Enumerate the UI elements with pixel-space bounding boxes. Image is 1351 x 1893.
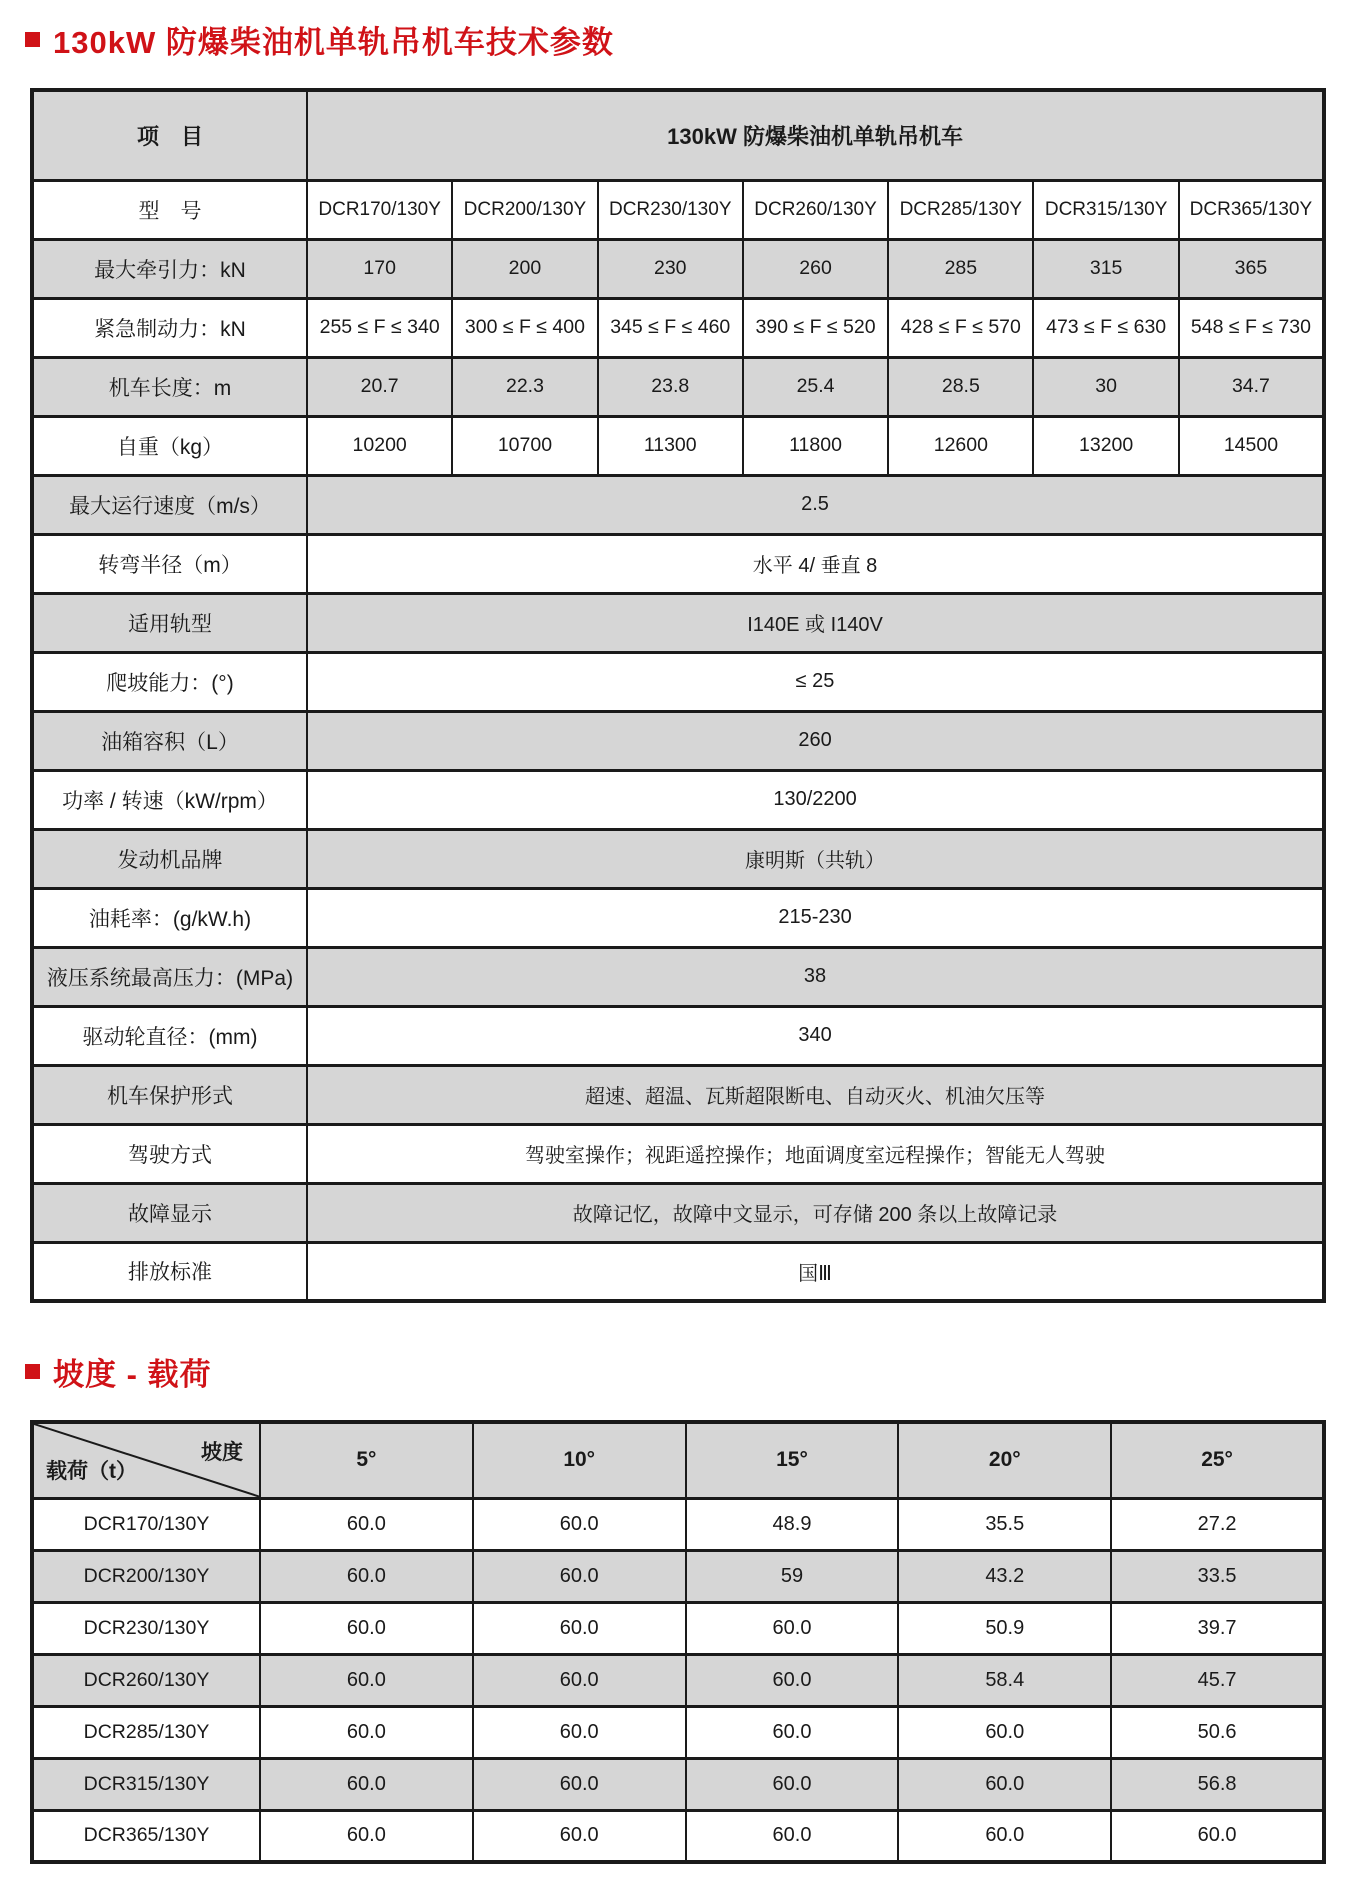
slope-row (32, 1810, 1324, 1862)
spec-value-cell: 285 (888, 239, 1033, 298)
spec-row-label: 紧急制动力：kN (32, 298, 307, 357)
spec-value-cell: 23.8 (598, 357, 743, 416)
slope-load-value-cell: 35.5 (898, 1498, 1111, 1550)
spec-value-cell: 10200 (307, 416, 452, 475)
spec-section-title-text: 130kW 防爆柴油机单轨吊机车技术参数 (53, 25, 614, 60)
slope-row-model-cell: DCR200/130Y (32, 1550, 260, 1602)
spec-value-cell: 11300 (598, 416, 743, 475)
spec-value-cell: 255 ≤ F ≤ 340 (307, 298, 452, 357)
spec-merged-value-cell: 130/2200 (307, 770, 1324, 829)
spec-row-label: 故障显示 (32, 1183, 307, 1242)
spec-merged-value-cell: 康明斯（共轨） (307, 829, 1324, 888)
spec-value-cell: 200 (452, 239, 597, 298)
spec-row (32, 534, 1324, 593)
slope-load-table (30, 1420, 1326, 1864)
spec-merged-value-cell: ≤ 25 (307, 652, 1324, 711)
slope-load-value-cell: 60.0 (686, 1602, 899, 1654)
spec-table (30, 88, 1326, 1303)
spec-merged-value-cell: 340 (307, 1006, 1324, 1065)
spec-value-cell: 365 (1179, 239, 1324, 298)
spec-row-label: 最大牵引力：kN (32, 239, 307, 298)
spec-row (32, 1183, 1324, 1242)
spec-header-row (32, 90, 1324, 180)
slope-load-value-cell: 50.9 (898, 1602, 1111, 1654)
spec-row-label: 排放标准 (32, 1242, 307, 1301)
slope-load-value-cell: 60.0 (260, 1498, 473, 1550)
spec-group-header-cell: 130kW 防爆柴油机单轨吊机车 (307, 90, 1324, 180)
slope-load-value-cell: 60.0 (473, 1758, 686, 1810)
spec-merged-value-cell: 水平 4/ 垂直 8 (307, 534, 1324, 593)
spec-row (32, 593, 1324, 652)
spec-row-label: 发动机品牌 (32, 829, 307, 888)
spec-row-label: 机车长度：m (32, 357, 307, 416)
spec-value-cell: 14500 (1179, 416, 1324, 475)
spec-value-cell: 20.7 (307, 357, 452, 416)
slope-load-value-cell: 60.0 (473, 1654, 686, 1706)
slope-load-value-cell: 59 (686, 1550, 899, 1602)
slope-row-model-cell: DCR260/130Y (32, 1654, 260, 1706)
slope-row (32, 1498, 1324, 1550)
spec-row (32, 770, 1324, 829)
spec-value-cell: 548 ≤ F ≤ 730 (1179, 298, 1324, 357)
slope-row (32, 1550, 1324, 1602)
slope-load-value-cell: 60.0 (260, 1706, 473, 1758)
slope-row (32, 1758, 1324, 1810)
spec-row (32, 357, 1324, 416)
spec-merged-value-cell: 故障记忆，故障中文显示，可存储 200 条以上故障记录 (307, 1183, 1324, 1242)
spec-row (32, 829, 1324, 888)
slope-load-value-cell: 60.0 (686, 1758, 899, 1810)
slope-load-value-cell: 39.7 (1111, 1602, 1324, 1654)
slope-load-value-cell: 60.0 (473, 1706, 686, 1758)
spec-merged-value-cell: 38 (307, 947, 1324, 1006)
model-name-cell: DCR200/130Y (452, 180, 597, 239)
spec-row (32, 1006, 1324, 1065)
spec-row (32, 711, 1324, 770)
spec-row-label: 爬坡能力：(°) (32, 652, 307, 711)
spec-merged-value-cell: 260 (307, 711, 1324, 770)
spec-value-cell: 345 ≤ F ≤ 460 (598, 298, 743, 357)
spec-value-cell: 25.4 (743, 357, 888, 416)
slope-load-corner-cell (32, 1422, 260, 1498)
slope-load-value-cell: 60.0 (473, 1498, 686, 1550)
spec-value-cell: 34.7 (1179, 357, 1324, 416)
slope-row-model-cell: DCR285/130Y (32, 1706, 260, 1758)
slope-load-value-cell: 60.0 (898, 1810, 1111, 1862)
slope-load-value-cell: 60.0 (473, 1810, 686, 1862)
spec-value-cell: 10700 (452, 416, 597, 475)
slope-row-model-cell: DCR170/130Y (32, 1498, 260, 1550)
spec-value-cell: 473 ≤ F ≤ 630 (1033, 298, 1178, 357)
slope-load-value-cell: 50.6 (1111, 1706, 1324, 1758)
spec-merged-value-cell: 215-230 (307, 888, 1324, 947)
slope-angle-header-cell: 15° (686, 1422, 899, 1498)
spec-value-cell: 390 ≤ F ≤ 520 (743, 298, 888, 357)
spec-row (32, 947, 1324, 1006)
slope-row (32, 1654, 1324, 1706)
spec-value-cell: 13200 (1033, 416, 1178, 475)
slope-header-row (32, 1422, 1324, 1498)
red-square-bullet-icon (25, 1364, 40, 1379)
slope-load-value-cell: 60.0 (473, 1602, 686, 1654)
spec-row (32, 888, 1324, 947)
slope-row (32, 1602, 1324, 1654)
spec-model-row (32, 180, 1324, 239)
spec-merged-value-cell: 驾驶室操作；视距遥控操作；地面调度室远程操作；智能无人驾驶 (307, 1124, 1324, 1183)
slope-load-value-cell: 60.0 (686, 1706, 899, 1758)
model-name-cell: DCR260/130Y (743, 180, 888, 239)
slope-row (32, 1706, 1324, 1758)
slope-section-title-text: 坡度 - 载荷 (53, 1357, 212, 1392)
slope-section-title (25, 1303, 1351, 1394)
spec-value-cell: 30 (1033, 357, 1178, 416)
slope-load-value-cell: 56.8 (1111, 1758, 1324, 1810)
slope-load-value-cell: 60.0 (686, 1654, 899, 1706)
spec-value-cell: 230 (598, 239, 743, 298)
spec-row-label: 功率 / 转速（kW/rpm） (32, 770, 307, 829)
spec-value-cell: 170 (307, 239, 452, 298)
spec-row-label: 油箱容积（L） (32, 711, 307, 770)
spec-merged-value-cell: 超速、超温、瓦斯超限断电、自动灭火、机油欠压等 (307, 1065, 1324, 1124)
slope-load-value-cell: 60.0 (686, 1810, 899, 1862)
slope-load-value-cell: 60.0 (260, 1758, 473, 1810)
model-name-cell: DCR315/130Y (1033, 180, 1178, 239)
spec-row-label: 驾驶方式 (32, 1124, 307, 1183)
spec-row (32, 1242, 1324, 1301)
corner-slope-label: 坡度 (201, 1441, 243, 1464)
spec-row-label: 最大运行速度（m/s） (32, 475, 307, 534)
slope-row-model-cell: DCR365/130Y (32, 1810, 260, 1862)
spec-row (32, 1065, 1324, 1124)
spec-item-header-cell: 项 目 (32, 90, 307, 180)
spec-merged-value-cell: I140E 或 I140V (307, 593, 1324, 652)
spec-row-label: 适用轨型 (32, 593, 307, 652)
spec-row-label: 转弯半径（m） (32, 534, 307, 593)
model-name-cell: DCR170/130Y (307, 180, 452, 239)
slope-angle-header-cell: 10° (473, 1422, 686, 1498)
slope-load-value-cell: 58.4 (898, 1654, 1111, 1706)
slope-angle-header-cell: 20° (898, 1422, 1111, 1498)
slope-load-value-cell: 48.9 (686, 1498, 899, 1550)
spec-row-label: 驱动轮直径：(mm) (32, 1006, 307, 1065)
spec-section-title (25, 0, 1351, 62)
slope-load-value-cell: 33.5 (1111, 1550, 1324, 1602)
corner-load-label: 载荷（t） (46, 1459, 137, 1483)
slope-load-value-cell: 43.2 (898, 1550, 1111, 1602)
spec-row (32, 652, 1324, 711)
spec-merged-value-cell: 2.5 (307, 475, 1324, 534)
slope-load-value-cell: 60.0 (898, 1706, 1111, 1758)
slope-angle-header-cell: 5° (260, 1422, 473, 1498)
slope-row-model-cell: DCR315/130Y (32, 1758, 260, 1810)
spec-row (32, 1124, 1324, 1183)
slope-load-value-cell: 60.0 (260, 1810, 473, 1862)
spec-value-cell: 28.5 (888, 357, 1033, 416)
slope-angle-header-cell: 25° (1111, 1422, 1324, 1498)
slope-row-model-cell: DCR230/130Y (32, 1602, 260, 1654)
spec-merged-value-cell: 国Ⅲ (307, 1242, 1324, 1301)
slope-load-value-cell: 45.7 (1111, 1654, 1324, 1706)
spec-value-cell: 315 (1033, 239, 1178, 298)
slope-load-value-cell: 60.0 (1111, 1810, 1324, 1862)
slope-load-value-cell: 60.0 (260, 1654, 473, 1706)
spec-value-cell: 300 ≤ F ≤ 400 (452, 298, 597, 357)
spec-row (32, 475, 1324, 534)
spec-row-label: 油耗率：(g/kW.h) (32, 888, 307, 947)
model-name-cell: DCR285/130Y (888, 180, 1033, 239)
spec-row (32, 239, 1324, 298)
red-square-bullet-icon (25, 32, 40, 47)
spec-value-cell: 260 (743, 239, 888, 298)
spec-row (32, 416, 1324, 475)
spec-value-cell: 22.3 (452, 357, 597, 416)
model-name-cell: DCR230/130Y (598, 180, 743, 239)
spec-value-cell: 12600 (888, 416, 1033, 475)
model-row-label: 型 号 (32, 180, 307, 239)
slope-load-value-cell: 60.0 (473, 1550, 686, 1602)
slope-load-value-cell: 60.0 (260, 1550, 473, 1602)
model-name-cell: DCR365/130Y (1179, 180, 1324, 239)
spec-value-cell: 428 ≤ F ≤ 570 (888, 298, 1033, 357)
slope-load-value-cell: 60.0 (898, 1758, 1111, 1810)
slope-load-value-cell: 27.2 (1111, 1498, 1324, 1550)
spec-row-label: 自重（kg） (32, 416, 307, 475)
slope-load-value-cell: 60.0 (260, 1602, 473, 1654)
spec-value-cell: 11800 (743, 416, 888, 475)
spec-row-label: 机车保护形式 (32, 1065, 307, 1124)
spec-row-label: 液压系统最高压力：(MPa) (32, 947, 307, 1006)
spec-row (32, 298, 1324, 357)
